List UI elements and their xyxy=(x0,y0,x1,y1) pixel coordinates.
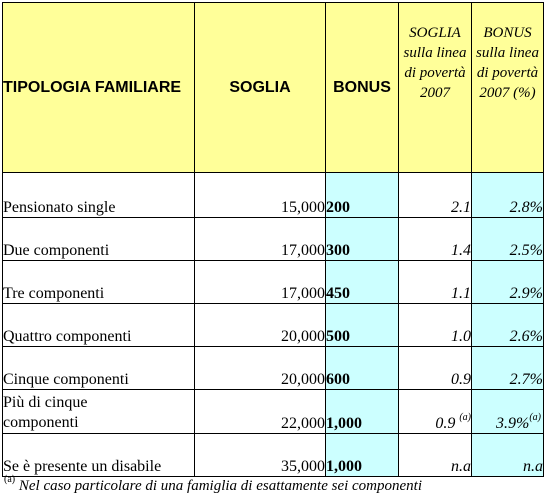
cell-tipologia: Pensionato single xyxy=(3,173,195,218)
cell-bonus: 300 xyxy=(326,218,399,261)
table-row xyxy=(3,218,544,261)
cell-soglia-poverta xyxy=(399,173,472,218)
cell-soglia: 20,000 xyxy=(195,347,326,390)
bonus-poverta-value: 2.5% xyxy=(509,242,543,259)
cell-soglia-poverta xyxy=(399,347,472,390)
header-soglia-poverta: SOGLIA sulla linea di povertà 2007 xyxy=(399,3,472,173)
table-header-row xyxy=(3,3,544,173)
cell-soglia-poverta xyxy=(399,304,472,347)
cell-bonus-poverta xyxy=(472,347,544,390)
soglia-poverta-value: 2.1 xyxy=(451,199,471,216)
table-row xyxy=(3,261,544,304)
footnote xyxy=(4,474,422,495)
bonus-poverta-value: 2.9% xyxy=(509,285,543,302)
cell-soglia-poverta xyxy=(399,434,472,477)
bonus-poverta-value: 3.9% xyxy=(496,415,530,432)
footnote-marker: (a) xyxy=(4,474,16,485)
cell-bonus-poverta xyxy=(472,390,544,434)
cell-soglia: 20,000 xyxy=(195,304,326,347)
footnote-marker: (a) xyxy=(529,412,541,423)
soglia-poverta-value: 1.4 xyxy=(451,242,471,259)
header-bonus-poverta: BONUS sulla linea di povertà 2007 (%) xyxy=(472,3,544,173)
cell-bonus-poverta xyxy=(472,434,544,477)
cell-tipologia: Cinque componenti xyxy=(3,347,195,390)
bonus-poverta-value: 2.6% xyxy=(509,328,543,345)
cell-bonus-poverta xyxy=(472,304,544,347)
soglia-poverta-value: n.a xyxy=(451,458,471,475)
cell-soglia: 17,000 xyxy=(195,218,326,261)
bonus-poverta-value: 2.8% xyxy=(509,199,543,216)
cell-tipologia: Tre componenti xyxy=(3,261,195,304)
bonus-poverta-value: n.a xyxy=(523,458,543,475)
soglia-poverta-value: 0.9 xyxy=(435,415,456,432)
cell-bonus: 200 xyxy=(326,173,399,218)
table-row xyxy=(3,347,544,390)
cell-soglia: 17,000 xyxy=(195,261,326,304)
cell-bonus: 1,000 xyxy=(326,390,399,434)
table-row xyxy=(3,390,544,434)
cell-soglia-poverta xyxy=(399,390,472,434)
cell-bonus: 1,000 xyxy=(326,434,399,477)
cell-bonus: 450 xyxy=(326,261,399,304)
soglia-poverta-value: 0.9 xyxy=(451,371,471,388)
bonus-poverta-value: 2.7% xyxy=(509,371,543,388)
cell-tipologia: Due componenti xyxy=(3,218,195,261)
cell-soglia-poverta xyxy=(399,218,472,261)
cell-tipologia: Quattro componenti xyxy=(3,304,195,347)
cell-bonus-poverta xyxy=(472,261,544,304)
table-row xyxy=(3,304,544,347)
cell-bonus-poverta xyxy=(472,218,544,261)
cell-bonus-poverta xyxy=(472,173,544,218)
footnote-marker: (a) xyxy=(459,412,471,423)
header-bonus: BONUS xyxy=(326,3,399,173)
header-soglia: SOGLIA xyxy=(195,3,326,173)
poverty-bonus-table xyxy=(2,2,544,477)
cell-soglia: 15,000 xyxy=(195,173,326,218)
cell-soglia-poverta xyxy=(399,261,472,304)
table-row xyxy=(3,434,544,477)
table-row xyxy=(3,173,544,218)
soglia-poverta-value: 1.1 xyxy=(451,285,471,302)
header-tipologia: TIPOLOGIA FAMILIARE xyxy=(3,3,195,173)
soglia-poverta-value: 1.0 xyxy=(451,328,471,345)
cell-bonus: 600 xyxy=(326,347,399,390)
cell-tipologia: Se è presente un disabile xyxy=(3,434,195,477)
cell-tipologia: Più di cinque componenti xyxy=(3,390,195,434)
cell-bonus: 500 xyxy=(326,304,399,347)
cell-soglia: 22,000 xyxy=(195,390,326,434)
footnote-text: Nel caso particolare di una famiglia di esattamente sei componenti xyxy=(18,478,422,494)
cell-soglia: 35,000 xyxy=(195,434,326,477)
